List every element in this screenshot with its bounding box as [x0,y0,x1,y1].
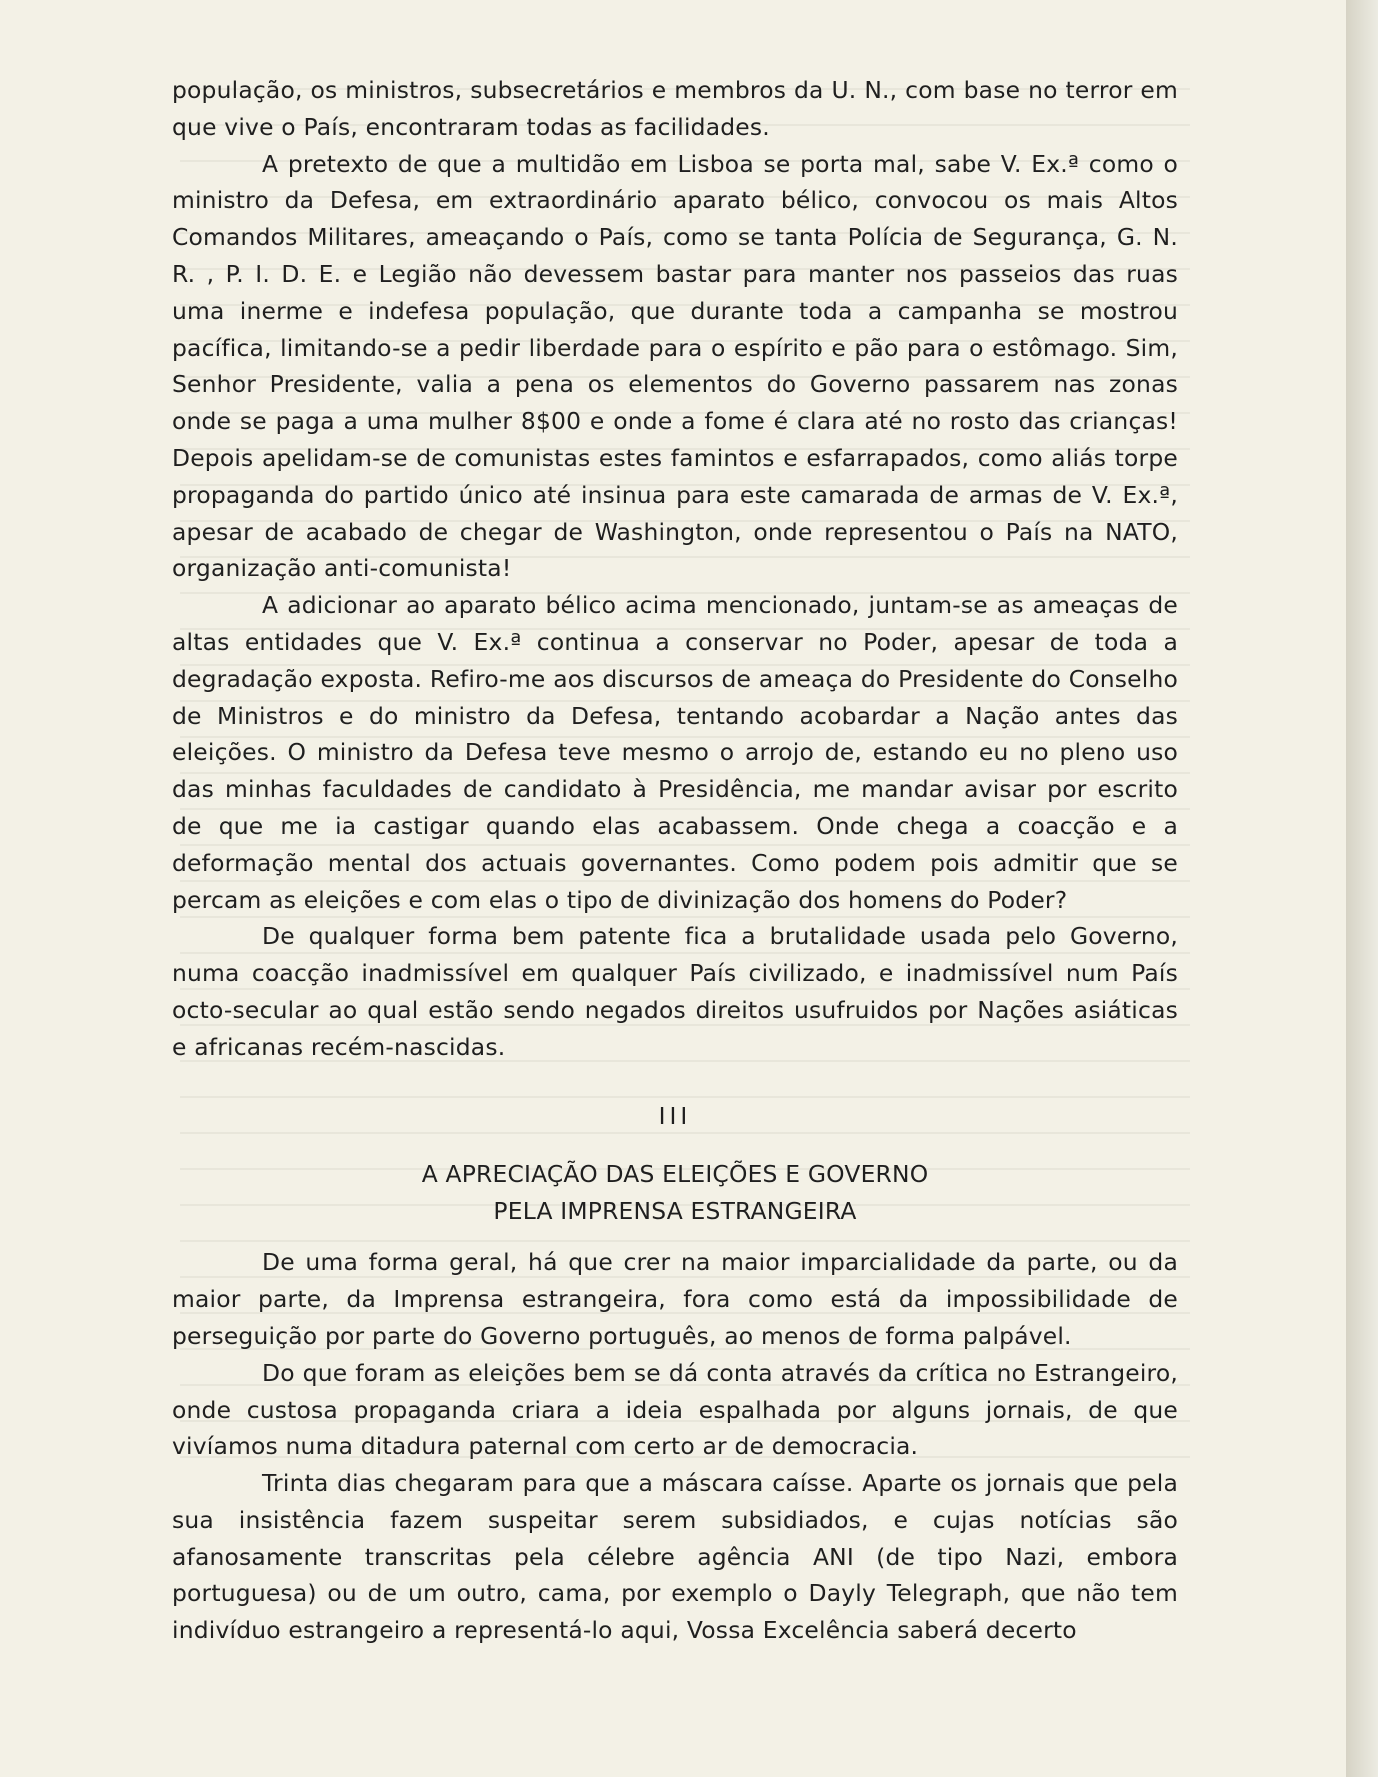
next-page-edge [1346,0,1378,1777]
paragraph-5: De uma forma geral, há que crer na maior imparcialidade da parte, ou da maior parte, da Imprensa estrangeira, fora como está da impossibilidade de perseguição por parte do Governo português, ao menos de forma palpável. [172,1248,1178,1350]
section-number: III [658,1101,692,1130]
section-title-line-1: A APRECIAÇÃO DAS ELEIÇÕES E GOVERNO [421,1160,929,1189]
section-title [172,1156,1178,1230]
paragraph-4: De qualquer forma bem patente fica a brutalidade usada pelo Governo, numa coacção inadmissível em qualquer País civilizado, e inadmissível num País octo-secular ao qual estão sendo negados direitos usufruidos por Nações asiáticas e africanas recém-nascidas. [172,922,1178,1061]
section-title-line-2: PELA IMPRENSA ESTRANGEIRA [493,1197,857,1226]
paragraph-2: A pretexto de que a multidão em Lisboa se porta mal, sabe V. Ex.ª como o ministro da Defesa, em extraordinário aparato bélico, convocou os mais Altos Comandos Militares, ameaçando o País, como se tanta Polícia de Segurança, G. N. R. , P. I. D. E. e Legião não devessem bastar para manter nos passeios das ruas uma inerme e indefesa população, que durante toda a campanha se mostrou pacífica, limitando-se a pedir liberdade para o espírito e pão para o estômago. Sim, Senhor Presidente, valia a pena os elementos do Governo passarem nas zonas onde se paga a uma mulher 8$00 e onde a fome é clara até no rosto das crianças! Depois apelidam-se de comunistas estes famintos e esfarrapados, como aliás torpe propaganda do partido único até insinua para este camarada de armas de V. Ex.ª, apesar de acabado de chegar de Washington, onde representou o País na NATO, organização anti-comunista! [172,149,1178,583]
paragraph-6: Do que foram as eleições bem se dá conta através da crítica no Estrangeiro, onde custosa propaganda criara a ideia espalhada por alguns jornais, de que vivíamos numa ditadura paternal com certo ar de democracia. [172,1358,1178,1461]
paragraph-7: Trinta dias chegaram para que a máscara caísse. Aparte os jornais que pela sua insistência fazem suspeitar serem subsidiados, e cujas notícias são afanosamente transcritas pela célebre agência ANI (de tipo Nazi, embora portuguesa) ou de um outro, cama, por exemplo o Dayly Telegraph, que não tem indivíduo estrangeiro a representá-lo aqui, Vossa Excelência saberá decerto [172,1469,1178,1645]
paragraph-1: população, os ministros, subsecretários e membros da U. N., com base no terror em que vive o País, encontraram todas as facilidades. [172,76,1178,141]
paragraph-3: A adicionar ao aparato bélico acima mencionado, juntam-se as ameaças de altas entidades que V. Ex.ª continua a conservar no Poder, apesar de toda a degradação exposta. Refiro-me aos discursos de ameaça do Presidente do Conselho de Ministros e do ministro da Defesa, tentando acobardar a Nação antes das eleições. O ministro da Defesa teve mesmo o arrojo de, estando eu no pleno uso das minhas faculdades de candidato à Presidência, me mandar avisar por escrito de que me ia castigar quando elas acabassem. Onde chega a coacção e a deformação mental dos actuais governantes. Como podem pois admitir que se percam as eleições e com elas o tipo de divinização dos homens do Poder? [172,591,1178,914]
body-text [172,72,1178,1649]
